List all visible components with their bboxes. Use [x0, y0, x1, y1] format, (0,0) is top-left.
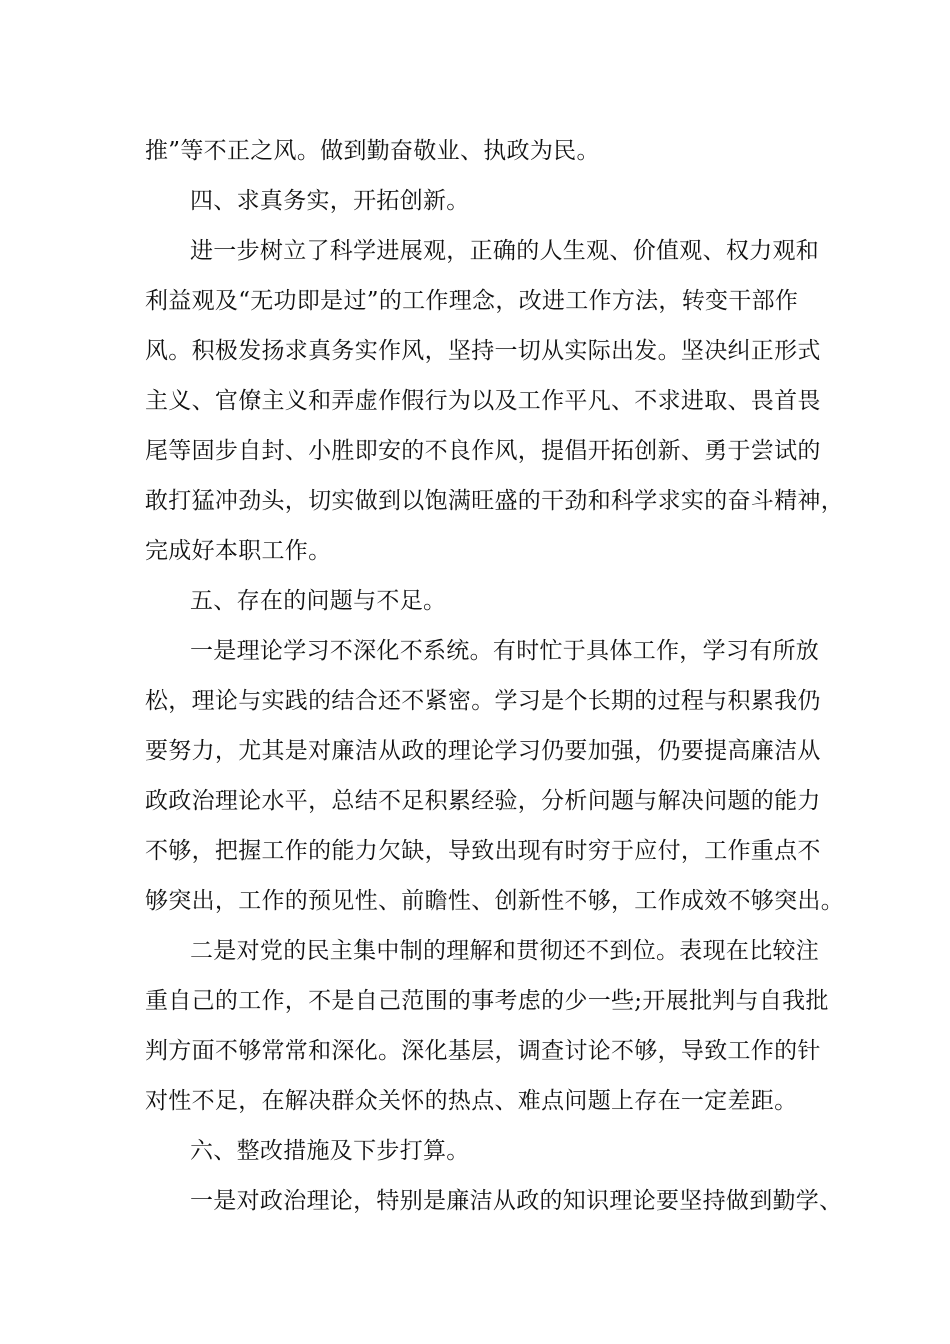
text-line: 政政治理论水平，总结不足积累经验，分析问题与解决问题的能力: [145, 788, 821, 814]
text-line: 对性不足，在解决群众关怀的热点、难点问题上存在一定差距。: [145, 1088, 798, 1114]
section-heading: 四、求真务实，开拓创新。: [190, 188, 470, 214]
text-line: 推”等不正之风。做到勤奋敬业、执政为民。: [145, 138, 600, 164]
text-line: 进一步树立了科学进展观，正确的人生观、价值观、权力观和: [190, 238, 820, 264]
text-line: 敢打猛冲劲头，切实做到以饱满旺盛的干劲和科学求实的奋斗精神，: [145, 488, 844, 514]
text-line: 松，理论与实践的结合还不紧密。学习是个长期的过程与积累我仍: [145, 688, 821, 714]
text-line: 完成好本职工作。: [145, 538, 332, 564]
text-line: 够突出，工作的预见性、前瞻性、创新性不够，工作成效不够突出。: [145, 888, 844, 914]
text-line: 要努力，尤其是对廉洁从政的理论学习仍要加强，仍要提高廉洁从: [145, 738, 821, 764]
text-line: 不够，把握工作的能力欠缺，导致出现有时穷于应付，工作重点不: [145, 838, 821, 864]
text-line: 风。积极发扬求真务实作风，坚持一切从实际出发。坚决纠正形式: [145, 338, 821, 364]
text-line: 一是理论学习不深化不系统。有时忙于具体工作，学习有所放: [190, 638, 820, 664]
text-line: 重自己的工作，不是自己范围的事考虑的少一些;开展批判与自我批: [145, 988, 829, 1014]
section-heading: 六、整改措施及下步打算。: [190, 1138, 470, 1164]
text-line: 利益观及“无功即是过”的工作理念，改进工作方法，转变干部作: [145, 288, 799, 314]
text-line: 判方面不够常常和深化。深化基层，调查讨论不够，导致工作的针: [145, 1038, 821, 1064]
text-line: 一是对政治理论，特别是廉洁从政的知识理论要坚持做到勤学、: [190, 1188, 843, 1214]
text-line: 二是对党的民主集中制的理解和贯彻还不到位。表现在比较注: [190, 938, 820, 964]
text-line: 尾等固步自封、小胜即安的不良作风，提倡开拓创新、勇于尝试的: [145, 438, 821, 464]
text-line: 主义、官僚主义和弄虚作假行为以及工作平凡、不求进取、畏首畏: [145, 388, 821, 414]
section-heading: 五、存在的问题与不足。: [190, 588, 447, 614]
